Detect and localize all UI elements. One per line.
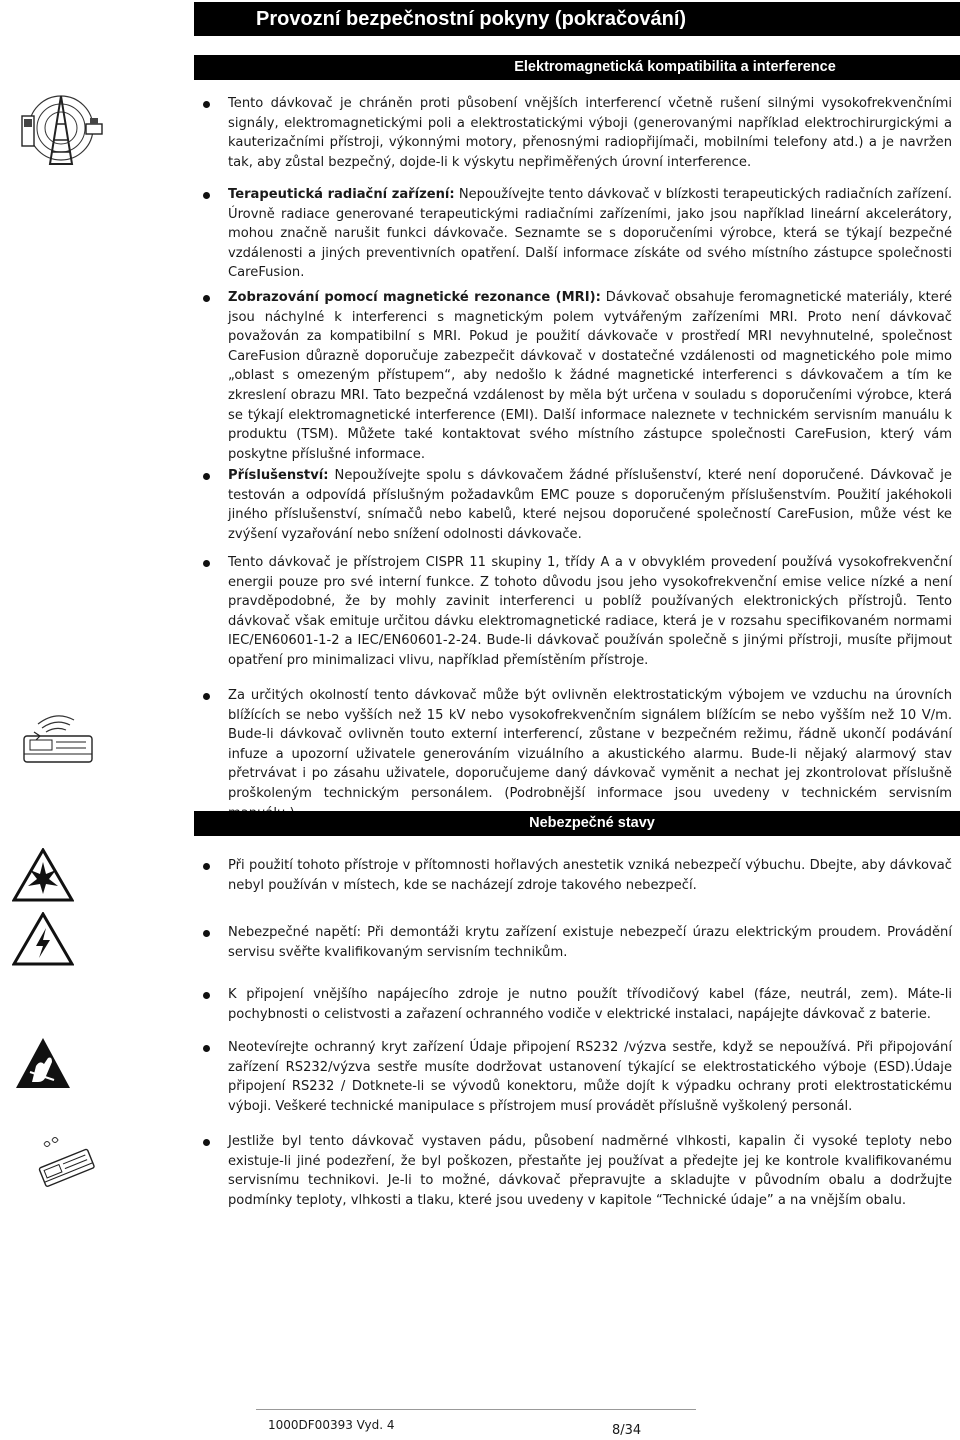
esd-warning-icon <box>14 1036 72 1090</box>
explosion-warning-icon <box>12 848 74 902</box>
item-text: Nepoužívejte spolu s dávkovačem žádné příslušenství, které není doporučené. Dávkovač je testován a odpovídá příslušným požadavkům EMC pouze s doporučeným příslušenstvím. Použití jakéhokoli jiného příslušenství, snímačů nebo kabelů, které nejsou doporučené společností CareFusion, může vést ke zvýšení vyzařování nebo snížení odolnosti dávkovače. <box>228 468 952 542</box>
section-header-hazards: Nebezpečné stavy <box>194 811 960 836</box>
item-text: Tento dávkovač je přístrojem CISPR 11 skupiny 1, třídy A a v obvyklém provedení používá vysokofrekvenční energii pouze pro své interní funkce. Z tohoto důvodu jsou jeho vysokofrekvenční emise velice nízké a není pravděpodobné, že by mohly zavinit interferenci u poblíž používaných elektronických přístrojů. Tento dávkovač však emituje určitou dávku elektromagnetické radiace, která je v rozsahu specifikovaném normami IEC/EN60601-1-2 a IEC/EN60601-2-24. Bude-li dávkovač používán společně s jinými přístroji, musíte přijmout opatření pro minimalizaci vlivu, například přemístěním přístroje. <box>228 555 952 668</box>
item-text: Nepoužívejte tento dávkovač v blízkosti terapeutických radiačních zařízení. Úrovně radiace generované terapeutickými radiačními zařízeními, jako jsou například lineární akcelerátory, mohou značně narušit funkci dávkovače. Seznamte se s doporučeními výrobce, která se týkají bezpečné vzdálenosti a jiných preventivních opatření. Další informace získáte od svého místního zástupce společnosti CareFusion. <box>228 187 952 281</box>
esd-pump-icon <box>16 706 102 770</box>
item-text: Jestliže byl tento dávkovač vystaven pádu, působení nadměrné vlhkosti, kapalin či vysoké teploty nebo existuje-li jiné podezření, že byl poškozen, přestaňte jej používat a předejte jej ke kontrole kvalifikovanému servisnímu technikovi. Je-li to možné, dávkovač přepravujte a skladujte v původním obalu a dodržujte podmínky teploty, vlhkosti a tlaku, které jsou uvedeny v kapitole “Technické údaje” a na vnějším obalu. <box>228 1134 952 1208</box>
list-item <box>228 856 952 895</box>
item-bold-label: Terapeutická radiační zařízení: <box>228 187 455 202</box>
item-bold-label: Zobrazování pomocí magnetické rezonance (MRI): <box>228 290 601 305</box>
item-text: Nebezpečné napětí: Při demontáži krytu zařízení existuje nebezpečí úrazu elektrickým proudem. Provádění servisu svěřte kvalifikovaným servisním technikům. <box>228 925 952 960</box>
list-item <box>228 985 952 1024</box>
list-item <box>228 185 952 283</box>
radio-tower-interference-icon <box>18 88 104 172</box>
footer-divider <box>256 1409 696 1410</box>
list-item <box>228 1038 952 1116</box>
list-item <box>228 553 952 671</box>
list-item <box>228 923 952 962</box>
list-item <box>228 686 952 823</box>
page-number: 8/34 <box>612 1423 642 1438</box>
item-text: Za určitých okolností tento dávkovač může být ovlivněn elektrostatickým výbojem ve vzduchu na úrovních blížících se nebo vyšších než 15 kV nebo vysokofrekvenčním signálem blížícím se nebo vyšším než 10 V/m. Bude-li dávkovač ovlivněn touto externí interferencí, zůstane v bezpečném režimu, řádně ukončí podávání infuze a upozorní uživatele generováním vizuálního a akustického alarmu. Bude-li nějaký alarmový stav přetrvávat i po zásahu uživatele, doporučujeme daný dávkovač vyměnit a nechat jej zkontrolovat příslušně proškoleným technickým personálem. (Podrobnější informace jsou uvedeny v technickém servisním <box>228 688 952 801</box>
high-voltage-warning-icon <box>12 912 74 966</box>
section-header-emc: Elektromagnetická kompatibilita a interference <box>194 55 960 80</box>
list-item <box>228 288 952 464</box>
list-item <box>228 1132 952 1210</box>
item-text: Tento dávkovač je chráněn proti působení vnějších interferencí včetně rušení silnými vysokofrekvenčními signály, elektromagnetickými poli a elektrostatickými výboji (generovanými například elektrochirurgickými a kauterizačními přístroji, výkonnými motory, přenosnými radiopřijímači, mobilními telefony atd.) a je navržen tak, aby zůstal bezpečný, dojde-li k výskytu nepřiměřených úrovní interference. <box>228 96 952 170</box>
item-text: Při použití tohoto přístroje v přítomnosti hořlavých anestetik vzniká nebezpečí výbuchu. Dbejte, aby dávkovač nebyl používán v místech, kde se nacházejí zdroje takového nebezpečí. <box>228 858 952 893</box>
item-text: K připojení vnějšího napájecího zdroje je nutno použít třívodičový kabel (fáze, neutrál, zem). Máte-li pochybnosti o celistvosti a zařazení ochranného vodiče v elektrické instalaci, napájejte dávkovač z baterie. <box>228 987 952 1022</box>
dropped-pump-icon <box>34 1136 98 1188</box>
item-text: Neotevírejte ochranný kryt zařízení Údaje připojení RS232 /výzva sestře, když se nepoužívá. Při připojování zařízení RS232/výzva sestře musíte dodržovat ustanovení týkající se elektrostatického výboje (ESD).Údaje připojení RS232 / Dotknete-li se vývodů konektoru, může dojít k výpadku ochrany proti elektrostatickému výboji. Veškeré technické manipulace s přístrojem musí provádět příslušně vyškolený personál. <box>228 1040 952 1114</box>
document-id: 1000DF00393 Vyd. 4 <box>268 1418 395 1432</box>
page-title: Provozní bezpečnostní pokyny (pokračování) <box>194 2 960 36</box>
list-item <box>228 466 952 544</box>
item-bold-label: Příslušenství: <box>228 468 329 483</box>
item-text: Dávkovač obsahuje feromagnetické materiály, které jsou náchylné k interferenci s magnetickým polem vytvářeným zařízeními MRI. Proto není dávkovač považován za kompatibilní s MRI. Pokud je použití dávkovače v prostředí MRI nevyhnutelné, společnost CareFusion důrazně doporučuje zabezpečit dávkovač v dostatečné vzdálenosti od magnetického pole mimo „oblast s omezeným přístupem“, aby nedošlo k žádné magnetické interferenci s dávkovačem a tím ke zkreslení obrazu MRI. Tato bezpečná vzdálenost by měla být určena v souladu s doporučeními výrobce, která se týkají elektromagnetické interference (EMI). Další informace naleznete v technickém servisním manuálu k produktu (TSM). Můžete také kontaktovat svého místního zástupce společnosti CareFusion, který vám poskytne příslušné informace. <box>228 290 952 462</box>
list-item <box>228 94 952 172</box>
